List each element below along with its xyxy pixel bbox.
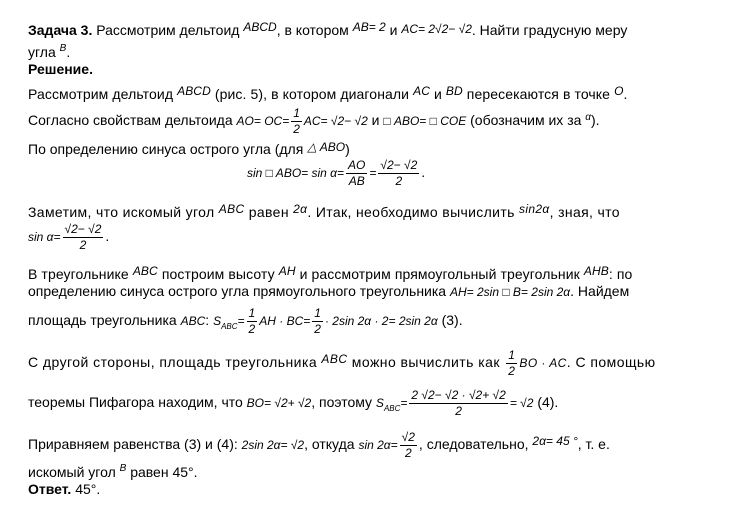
math-ah-eq: AH= 2sin □ B= 2sin 2α <box>449 285 571 299</box>
math-sin2a: sin2α <box>519 202 550 216</box>
frac-den: 2 <box>455 404 462 418</box>
math-s-sub: ABC <box>221 322 238 331</box>
equation-ref: (3). <box>441 312 463 329</box>
text: и <box>433 86 442 102</box>
math-ahb: AHB <box>583 264 609 278</box>
formula-sin <box>247 158 425 189</box>
frac-den: 2 <box>293 122 300 136</box>
solution-line-area <box>28 306 463 337</box>
text: . <box>105 228 110 245</box>
frac-den: 2 <box>508 364 516 378</box>
text: Рассмотрим дельтоид <box>28 86 174 102</box>
solution-line-def-sin <box>28 138 350 158</box>
answer-value: 45°. <box>75 481 101 497</box>
math-ah-bc: AH · BC= <box>259 314 311 329</box>
fraction-sin-value <box>378 158 419 189</box>
math-abc: ABC <box>218 202 245 216</box>
solution-line-consider <box>28 82 628 103</box>
frac-den: 2 <box>248 322 256 336</box>
frac-num: √2 <box>401 430 415 444</box>
frac-den: 2 <box>395 174 403 188</box>
math-abc: ABC <box>132 264 158 278</box>
frac-num: AO <box>348 158 366 172</box>
fraction-half <box>291 106 302 137</box>
math-bo-eq: BO= √2+ √2 <box>246 396 312 411</box>
text: можно вычислить как <box>351 354 500 371</box>
frac-num: 1 <box>293 106 300 120</box>
math-eq2: 2α= 45 ° <box>532 434 578 449</box>
solution-line-pyth <box>28 388 558 419</box>
text: равен <box>248 204 289 220</box>
text: (обозначим их за <box>470 112 582 129</box>
text: . Итак, необходимо вычислить <box>307 204 515 220</box>
problem-text: и <box>389 22 398 38</box>
math-eq: = <box>237 314 245 329</box>
math-triangle: △ ABO <box>307 140 346 154</box>
frac-den: 2 <box>314 322 321 336</box>
text: построим высоту <box>161 266 275 282</box>
math-o: O <box>614 84 624 98</box>
math-area-result: = √2 <box>509 396 534 411</box>
text: определению синуса острого угла прямоугольного треугольника <box>28 283 447 299</box>
text: . <box>421 164 426 181</box>
text: В треугольнике <box>28 266 129 282</box>
fraction-ao-ab <box>346 158 367 189</box>
solution-line-note <box>28 200 620 221</box>
math-ac: AC= 2√2− √2 <box>401 22 472 36</box>
math-bo-ac: BO · AC <box>519 356 567 371</box>
text: ). <box>591 112 600 129</box>
math-ao-oc: AO= OC= <box>236 114 290 129</box>
math-ac: AC <box>413 84 430 98</box>
math-ac-value: AC= √2− √2 <box>303 114 368 129</box>
text: и рассмотрим прямоугольный треугольник <box>299 266 580 282</box>
text: Согласно свойствам дельтоида <box>28 112 233 129</box>
equation-ref: (4). <box>537 394 559 411</box>
frac-num: √2− √2 <box>64 222 102 236</box>
text: , откуда <box>304 436 355 453</box>
text: . <box>623 86 628 102</box>
math-s: S <box>375 396 384 411</box>
text: (рис. 5), в котором диагонали <box>214 86 410 102</box>
math-eq1: 2sin 2α= √2 <box>241 438 305 453</box>
frac-num: 1 <box>248 306 256 320</box>
solution-line-final <box>28 460 198 481</box>
text: площадь треугольника <box>28 312 177 329</box>
frac-den: 2 <box>79 238 87 252</box>
text: По определению синуса острого угла (для <box>28 141 304 157</box>
math-abc: ABC <box>321 352 348 367</box>
text: искомый угол <box>28 464 116 480</box>
fraction-half <box>506 348 517 379</box>
math-b: B <box>59 43 67 54</box>
fraction-root2-2 <box>400 430 417 461</box>
solution-label: Решение. <box>28 61 93 77</box>
solution-line-props <box>28 106 600 137</box>
solution-line-equate <box>28 430 610 461</box>
text: теоремы Пифагора находим, что <box>28 394 243 411</box>
text: : <box>205 312 210 329</box>
solution-line-sina <box>28 222 109 253</box>
frac-num: 1 <box>314 306 321 320</box>
text: равен 45°. <box>130 464 198 480</box>
math-ab: AB= 2 <box>352 20 386 34</box>
fraction-half <box>247 306 258 337</box>
math-angle-eq: □ ABO= □ COE <box>383 114 467 129</box>
text: Заметим, что искомый угол <box>28 204 215 220</box>
text: : по <box>608 266 633 282</box>
fraction-half <box>312 306 323 337</box>
text: пересекаются в точке <box>466 86 611 102</box>
problem-text: . Найти градусную меру <box>471 22 628 38</box>
fraction-area <box>409 388 507 419</box>
solution-line-def2 <box>28 282 629 301</box>
math-sin-lhs: sin □ ABO= sin α= <box>247 166 345 181</box>
text: , т. е. <box>577 436 610 453</box>
math-area-tail: · 2sin 2α · 2= 2sin 2α <box>324 314 438 329</box>
text: , следовательно, <box>418 436 529 453</box>
text: , зная, что <box>549 204 620 220</box>
solution-line-triangle <box>28 262 632 283</box>
math-alpha: α <box>585 112 591 124</box>
text: С другой стороны, площадь треугольника <box>28 354 318 371</box>
text: ) <box>345 141 350 157</box>
problem-text: угла <box>28 44 56 60</box>
math-eq: = <box>369 166 377 181</box>
frac-num: 1 <box>508 348 516 362</box>
problem-line-1 <box>28 18 627 39</box>
fraction-sina <box>63 222 104 253</box>
problem-line-2 <box>28 40 70 61</box>
answer-label: Ответ. <box>28 481 72 497</box>
text: , поэтому <box>311 394 373 411</box>
math-deltoid: ABCD <box>177 84 211 98</box>
math-sina-lhs: sin α= <box>28 230 61 245</box>
text: и <box>371 112 380 129</box>
math-eq: = <box>400 396 408 411</box>
math-2alpha: 2α <box>293 202 308 216</box>
text: Приравняем равенства (3) и (4): <box>28 436 238 453</box>
text: . Найдем <box>570 283 630 299</box>
math-bd: BD <box>445 84 463 98</box>
math-s: S <box>213 314 222 329</box>
math-b: B <box>119 463 127 474</box>
frac-num: √2− √2 <box>380 158 418 172</box>
math-ah: AH <box>278 264 296 278</box>
problem-text: . <box>66 44 71 60</box>
problem-text: Рассмотрим дельтоид <box>96 22 240 38</box>
text: . С помощью <box>566 354 656 371</box>
frac-num: 2 √2− √2 · √2+ √2 <box>411 388 506 402</box>
math-deltoid: ABCD <box>243 20 277 34</box>
math-sin-lhs: sin 2α= <box>358 438 398 453</box>
solution-line-other <box>28 348 656 379</box>
math-s-sub: ABC <box>383 404 401 413</box>
frac-den: AB <box>348 174 365 188</box>
answer-line <box>28 480 100 498</box>
problem-text: , в котором <box>276 22 349 38</box>
math-abc: ABC <box>180 314 206 329</box>
frac-den: 2 <box>404 446 412 460</box>
problem-title: Задача 3. <box>28 22 93 38</box>
